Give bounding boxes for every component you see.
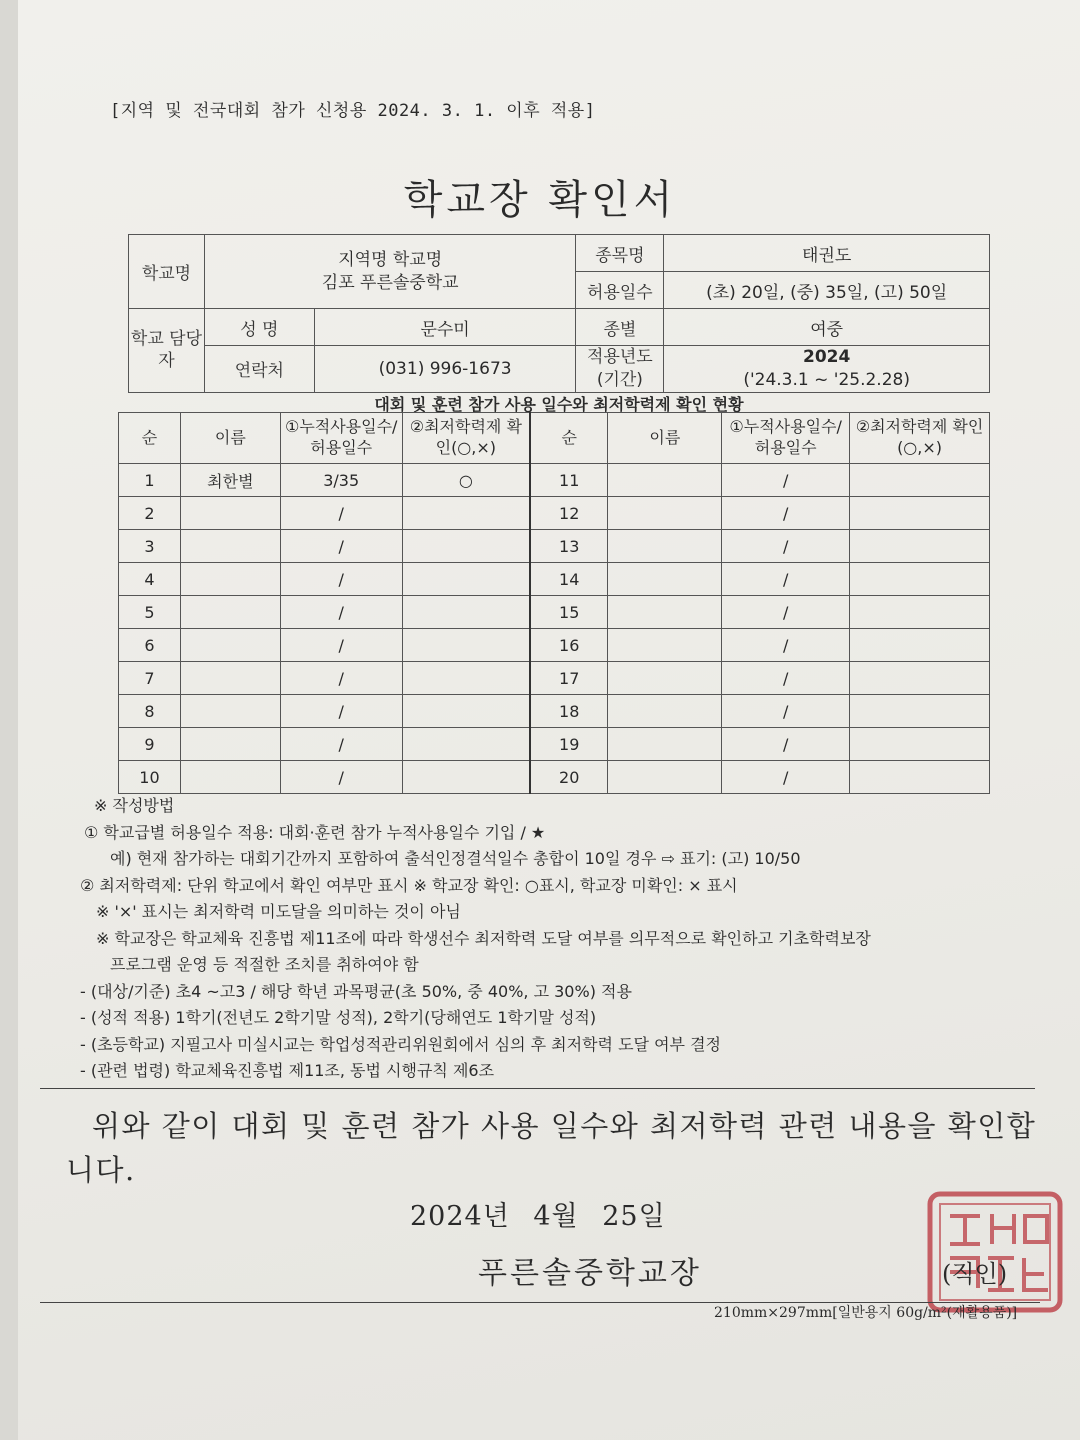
header-check: ②최저학력제 확인(○,×)	[402, 413, 530, 464]
participation-table	[118, 412, 990, 794]
student-name	[608, 662, 722, 695]
student-name	[608, 761, 722, 794]
manager-label: 학교 담당자	[129, 309, 205, 393]
table-row	[119, 662, 990, 695]
student-name	[608, 596, 722, 629]
confirmation-statement: 위와 같이 대회 및 훈련 참가 사용 일수와 최저학력 관련 내용을 확인합니다.	[66, 1109, 1037, 1187]
cumulative-days: /	[280, 761, 402, 794]
student-name	[608, 695, 722, 728]
year-cell	[664, 346, 990, 393]
table-row	[119, 464, 990, 497]
row-number: 17	[530, 662, 608, 695]
student-name	[180, 695, 280, 728]
header-no: 순	[530, 413, 608, 464]
row-number: 4	[119, 563, 181, 596]
cumulative-days: /	[722, 596, 850, 629]
header-note: [지역 및 전국대회 참가 신청용 2024. 3. 1. 이후 적용]	[110, 101, 596, 121]
student-name	[180, 497, 280, 530]
row-number: 5	[119, 596, 181, 629]
paper-size-note: 210mm×297mm[일반용지 60g/m²(재활용품)]	[714, 1305, 1018, 1321]
gender-value: 여중	[664, 309, 990, 346]
row-number: 20	[530, 761, 608, 794]
note-line: ① 학교급별 허용일수 적용: 대회·훈련 참가 누적사용일수 기입 / ★	[84, 822, 546, 842]
gender-label: 종별	[576, 309, 664, 346]
document-title: 학교장 확인서	[403, 177, 677, 223]
divider-line	[40, 1088, 1035, 1089]
row-number: 19	[530, 728, 608, 761]
table-row	[119, 563, 990, 596]
min-academic-check	[850, 695, 990, 728]
header-no: 순	[119, 413, 181, 464]
cumulative-days: /	[280, 695, 402, 728]
row-number: 15	[530, 596, 608, 629]
row-number: 18	[530, 695, 608, 728]
period-value: ('24.3.1 ~ '25.2.28)	[743, 369, 910, 390]
year-label: 적용년도 (기간)	[576, 346, 664, 393]
student-name: 최한별	[180, 464, 280, 497]
min-academic-check	[402, 761, 530, 794]
cumulative-days: /	[722, 629, 850, 662]
contact-value: (031) 996-1673	[314, 346, 576, 393]
student-name	[180, 728, 280, 761]
min-academic-check	[402, 596, 530, 629]
table-row	[119, 596, 990, 629]
note-line: - (초등학교) 지필고사 미실시교는 학업성적관리위원회에서 심의 후 최저학력 도달 여부 결정	[80, 1034, 721, 1054]
min-academic-check	[850, 563, 990, 596]
note-line: ※ '×' 표시는 최저학력 미도달을 의미하는 것이 아님	[96, 902, 461, 921]
row-number: 10	[119, 761, 181, 794]
row-number: 3	[119, 530, 181, 563]
student-name	[608, 629, 722, 662]
cumulative-days: 3/35	[280, 464, 402, 497]
cumulative-days: /	[280, 728, 402, 761]
min-academic-check	[850, 497, 990, 530]
principal-name: 푸른솔중학교장	[478, 1256, 702, 1291]
contact-label: 연락처	[204, 346, 314, 393]
min-academic-check	[402, 563, 530, 596]
student-name	[180, 761, 280, 794]
row-number: 6	[119, 629, 181, 662]
header-name: 이름	[180, 413, 280, 464]
student-name	[180, 596, 280, 629]
student-name	[180, 662, 280, 695]
cumulative-days: /	[280, 497, 402, 530]
school-label: 학교명	[129, 235, 205, 309]
row-number: 8	[119, 695, 181, 728]
min-academic-check	[402, 497, 530, 530]
row-number: 16	[530, 629, 608, 662]
note-line: 예) 현재 참가하는 대회기간까지 포함하여 출석인정결석일수 총합이 10일 경우 ⇨ 표기: (고) 10/50	[110, 849, 801, 868]
student-name	[608, 464, 722, 497]
row-number: 13	[530, 530, 608, 563]
min-academic-check	[850, 629, 990, 662]
school-value: 김포 푸른솔중학교	[321, 272, 459, 293]
cumulative-days: /	[280, 662, 402, 695]
min-academic-check	[850, 728, 990, 761]
min-academic-check	[850, 761, 990, 794]
writing-instructions	[80, 793, 1050, 1085]
table-row	[119, 497, 990, 530]
min-academic-check: ○	[402, 464, 530, 497]
min-academic-check	[850, 662, 990, 695]
cumulative-days: /	[722, 695, 850, 728]
table-row	[119, 530, 990, 563]
section-title: 대회 및 훈련 참가 사용 일수와 최저학력제 확인 현황	[374, 395, 744, 414]
min-academic-check	[850, 464, 990, 497]
event-label: 종목명	[576, 235, 664, 272]
row-number: 11	[530, 464, 608, 497]
cumulative-days: /	[722, 761, 850, 794]
table-row	[119, 629, 990, 662]
min-academic-check	[402, 728, 530, 761]
allowed-days-label: 허용일수	[576, 272, 664, 309]
name-label: 성 명	[204, 309, 314, 346]
min-academic-check	[402, 695, 530, 728]
school-cell	[204, 235, 576, 309]
allowed-days-value: (초) 20일, (중) 35일, (고) 50일	[664, 272, 990, 309]
cumulative-days: /	[280, 629, 402, 662]
header-days: ①누적사용일수/ 허용일수	[280, 413, 402, 464]
cumulative-days: /	[280, 530, 402, 563]
name-value: 문수미	[314, 309, 576, 346]
year-value: 2024	[803, 347, 851, 367]
note-line: - (관련 법령) 학교체육진흥법 제11조, 동법 시행규칙 제6조	[80, 1061, 495, 1080]
row-number: 14	[530, 563, 608, 596]
student-name	[180, 629, 280, 662]
student-name	[608, 497, 722, 530]
note-line: 프로그램 운영 등 적절한 조치를 취하여야 함	[110, 955, 419, 974]
header-days: ①누적사용일수/ 허용일수	[722, 413, 850, 464]
note-line: ※ 학교장은 학교체육 진흥법 제11조에 따라 학생선수 최저학력 도달 여부를 의무적으로 확인하고 기초학력보장	[96, 928, 871, 948]
min-academic-check	[850, 530, 990, 563]
note-line: - (성적 적용) 1학기(전년도 2학기말 성적), 2학기(당해연도 1학기말 성적)	[80, 1008, 597, 1027]
info-table	[128, 234, 990, 393]
cumulative-days: /	[722, 464, 850, 497]
row-number: 9	[119, 728, 181, 761]
official-seal-stamp	[920, 1186, 1070, 1316]
cumulative-days: /	[722, 497, 850, 530]
school-sub-label: 지역명 학교명	[338, 249, 443, 270]
cumulative-days: /	[280, 563, 402, 596]
note-line: ② 최저학력제: 단위 학교에서 확인 여부만 표시 ※ 학교장 확인: ○표시, 학교장 미확인: × 표시	[80, 875, 738, 895]
row-number: 2	[119, 497, 181, 530]
table-row	[119, 761, 990, 794]
table-row	[119, 695, 990, 728]
cumulative-days: /	[722, 728, 850, 761]
row-number: 12	[530, 497, 608, 530]
seal-label: (직인)	[942, 1260, 1008, 1288]
row-number: 7	[119, 662, 181, 695]
min-academic-check	[402, 662, 530, 695]
student-name	[608, 530, 722, 563]
min-academic-check	[850, 596, 990, 629]
student-name	[608, 563, 722, 596]
event-value: 태권도	[664, 235, 990, 272]
table-row	[119, 728, 990, 761]
cumulative-days: /	[722, 530, 850, 563]
note-line: - (대상/기준) 초4 ~고3 / 해당 학년 과목평균(초 50%, 중 40%, 고 30%) 적용	[80, 981, 632, 1001]
min-academic-check	[402, 530, 530, 563]
issue-date: 2024년 4월 25일	[410, 1201, 666, 1232]
min-academic-check	[402, 629, 530, 662]
note-line: ※ 작성방법	[94, 796, 175, 815]
student-name	[608, 728, 722, 761]
row-number: 1	[119, 464, 181, 497]
header-name: 이름	[608, 413, 722, 464]
cumulative-days: /	[722, 662, 850, 695]
student-name	[180, 563, 280, 596]
cumulative-days: /	[722, 563, 850, 596]
student-name	[180, 530, 280, 563]
header-check: ②최저학력제 확인(○,×)	[850, 413, 990, 464]
cumulative-days: /	[280, 596, 402, 629]
